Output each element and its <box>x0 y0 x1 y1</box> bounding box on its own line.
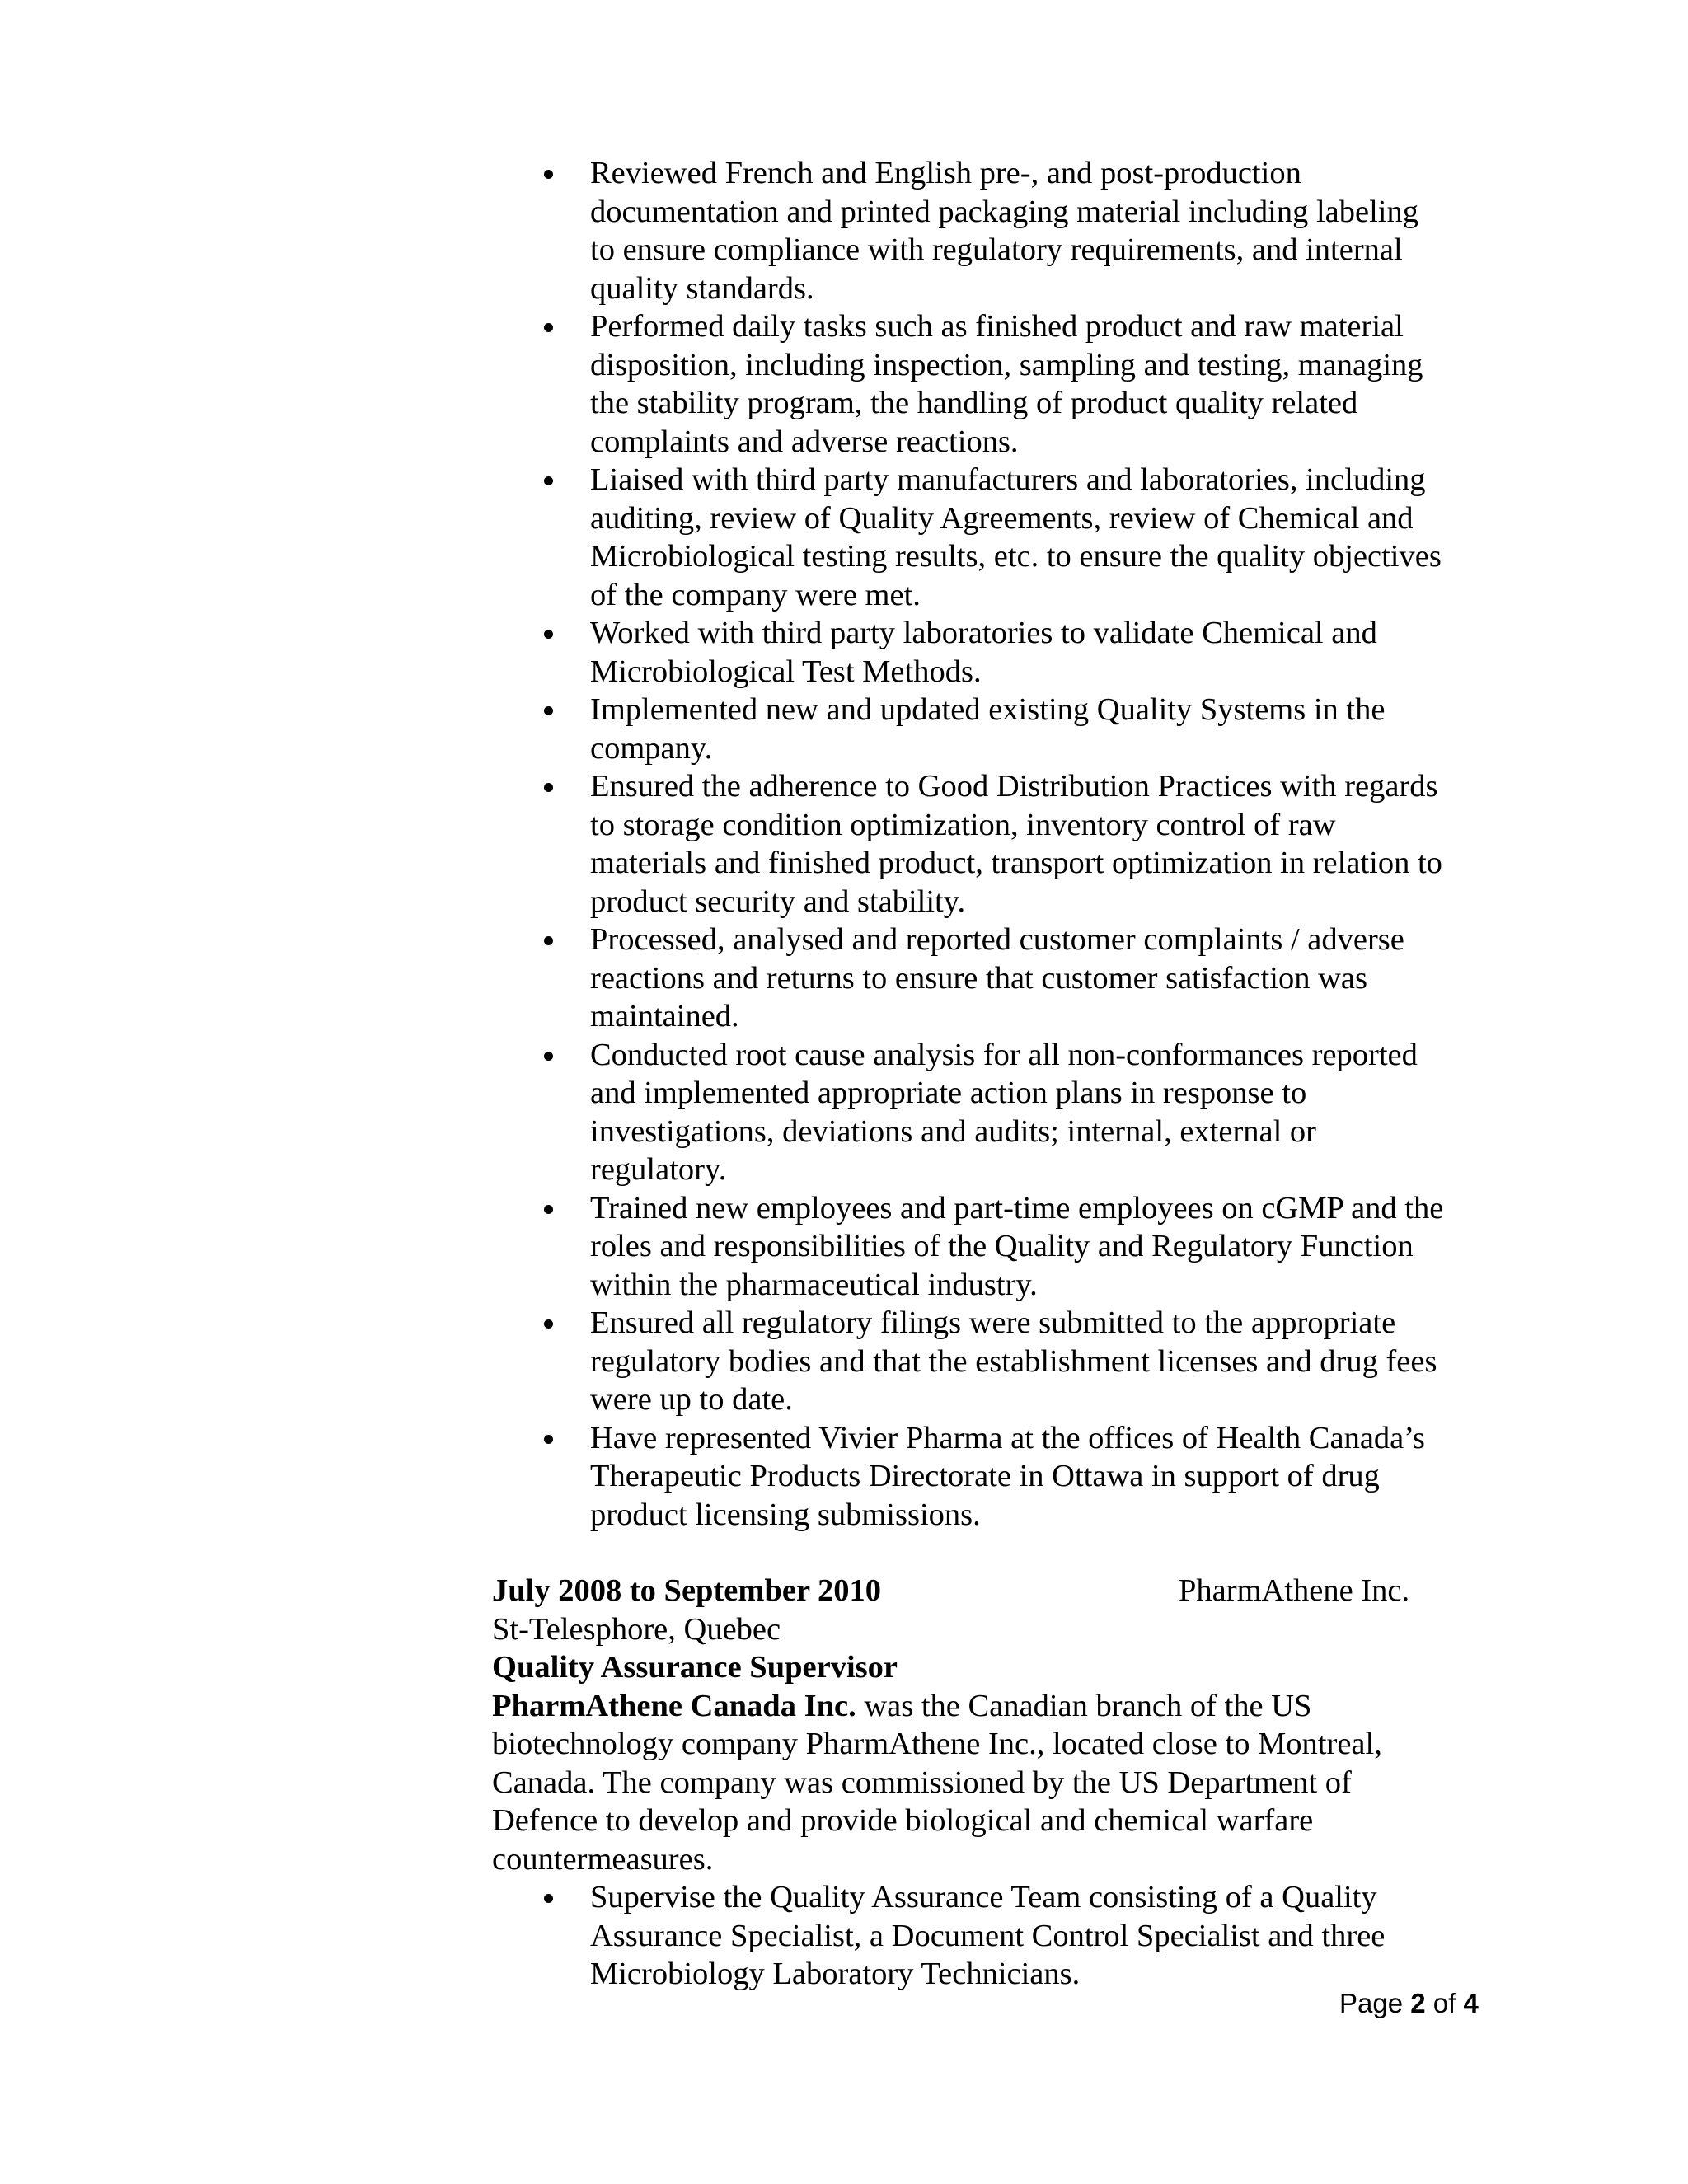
bullet-item <box>492 1419 1481 1535</box>
company-description-first-line <box>492 1687 1481 1726</box>
bullet-item <box>492 1878 1481 1994</box>
bullet-item <box>492 461 1481 614</box>
bullet-item <box>492 767 1481 921</box>
bullet-line: product security and stability. <box>590 883 966 919</box>
bullet-item <box>492 691 1481 767</box>
bullet-item <box>492 614 1481 691</box>
page-content <box>492 154 1481 1994</box>
company-description-text: was the Canadian branch of the US <box>856 1688 1312 1723</box>
bullet-line: to ensure compliance with regulatory requirements, and internal <box>590 232 1403 267</box>
company-description-line: biotechnology company PharmAthene Inc., located close to Montreal, <box>492 1727 1382 1761</box>
bullet-line: Have represented Vivier Pharma at the offices of Health Canada’s <box>590 1420 1425 1455</box>
bullet-line: Implemented new and updated existing Quality Systems in the <box>590 692 1386 727</box>
company-description-line: countermeasures. <box>492 1841 714 1877</box>
job-title: Quality Assurance Supervisor <box>492 1650 898 1685</box>
bullet-dot-icon <box>544 170 553 179</box>
bullet-line: Ensured all regulatory filings were submitted to the appropriate <box>590 1305 1396 1340</box>
section-gap <box>492 1534 1481 1572</box>
bullet-dot-icon <box>544 783 553 792</box>
bullet-line: product licensing submissions. <box>590 1497 981 1532</box>
bullet-line: Assurance Specialist, a Document Control Specialist and three <box>590 1918 1386 1953</box>
job-dates: July 2008 to September 2010 <box>492 1573 881 1608</box>
job-header <box>492 1572 1481 1610</box>
job-responsibilities-list <box>492 1878 1481 1994</box>
bullet-line: of the company were met. <box>590 577 921 612</box>
bullet-item <box>492 921 1481 1036</box>
bullet-dot-icon <box>544 476 553 485</box>
bullet-line: company. <box>590 730 713 766</box>
company-description-line: Defence to develop and provide biological and chemical warfare <box>492 1803 1314 1838</box>
bullet-line: disposition, including inspection, sampling and testing, managing <box>590 347 1423 382</box>
bullet-line: Reviewed French and English pre-, and post-production <box>590 156 1301 190</box>
job-location: St-Telesphore, Quebec <box>492 1611 781 1647</box>
bullet-line: Trained new employees and part-time employees on cGMP and the <box>590 1190 1444 1226</box>
bullet-line: the stability program, the handling of product quality related <box>590 386 1358 420</box>
bullet-dot-icon <box>544 1894 553 1903</box>
bullet-line: Performed daily tasks such as finished product and raw material <box>590 309 1404 344</box>
bullet-item <box>492 154 1481 307</box>
bullet-dot-icon <box>544 323 553 332</box>
bullet-line: quality standards. <box>590 270 814 306</box>
company-description-line: Canada. The company was commissioned by the US Department of <box>492 1765 1352 1800</box>
bullet-line: documentation and printed packaging material including labeling <box>590 194 1418 229</box>
bullet-item <box>492 1304 1481 1419</box>
bullet-line: Liaised with third party manufacturers and laboratories, including <box>590 462 1426 497</box>
bullet-item <box>492 1036 1481 1189</box>
bullet-line: roles and responsibilities of the Quality and Regulatory Function <box>590 1229 1414 1263</box>
bullet-line: Microbiological Test Methods. <box>590 654 982 689</box>
company-name: PharmAthene Canada Inc. <box>492 1688 856 1723</box>
bullet-dot-icon <box>544 706 553 715</box>
bullet-dot-icon <box>544 1319 553 1329</box>
bullet-line: materials and finished product, transport optimization in relation to <box>590 846 1442 880</box>
page-of-label: of <box>1425 1988 1464 2018</box>
page-total: 4 <box>1463 1988 1479 2018</box>
bullet-line: Therapeutic Products Directorate in Ottawa in support of drug <box>590 1459 1380 1493</box>
bullet-line: to storage condition optimization, inventory control of raw <box>590 807 1336 842</box>
bullet-dot-icon <box>544 936 553 945</box>
bullet-dot-icon <box>544 630 553 639</box>
bullet-line: regulatory bodies and that the establishment licenses and drug fees <box>590 1343 1437 1379</box>
bullet-line: Supervise the Quality Assurance Team consisting of a Quality <box>590 1880 1377 1915</box>
bullet-line: maintained. <box>590 999 739 1033</box>
bullet-line: auditing, review of Quality Agreements, review of Chemical and <box>590 500 1414 536</box>
job-company: PharmAthene Inc. <box>1179 1573 1410 1608</box>
bullet-line: and implemented appropriate action plans in response to <box>590 1076 1307 1110</box>
bullet-line: reactions and returns to ensure that customer satisfaction was <box>590 960 1367 996</box>
bullet-line: Microbiology Laboratory Technicians. <box>590 1957 1081 1991</box>
bullet-line: Worked with third party laboratories to validate Chemical and <box>590 616 1377 650</box>
bullet-line: were up to date. <box>590 1382 793 1417</box>
bullet-line: Conducted root cause analysis for all non-conformances reported <box>590 1037 1418 1072</box>
bullet-line: within the pharmaceutical industry. <box>590 1267 1038 1302</box>
bullet-dot-icon <box>544 1205 553 1214</box>
bullet-dot-icon <box>544 1052 553 1061</box>
bullet-line: regulatory. <box>590 1152 727 1187</box>
page-footer <box>1339 1987 1479 2020</box>
bullet-line: investigations, deviations and audits; internal, external or <box>590 1113 1317 1149</box>
bullet-line: Processed, analysed and reported customer complaints / adverse <box>590 922 1404 957</box>
bullet-line: Ensured the adherence to Good Distribution Practices with regards <box>590 769 1438 804</box>
page-label: Page <box>1339 1988 1411 2018</box>
bullet-item <box>492 1189 1481 1305</box>
bullet-item <box>492 307 1481 461</box>
bullet-line: Microbiological testing results, etc. to ensure the quality objectives <box>590 539 1442 574</box>
responsibilities-list <box>492 154 1481 1534</box>
page-number: 2 <box>1410 1988 1426 2018</box>
bullet-line: complaints and adverse reactions. <box>590 424 1019 459</box>
company-description <box>492 1725 1481 1878</box>
bullet-dot-icon <box>544 1435 553 1444</box>
